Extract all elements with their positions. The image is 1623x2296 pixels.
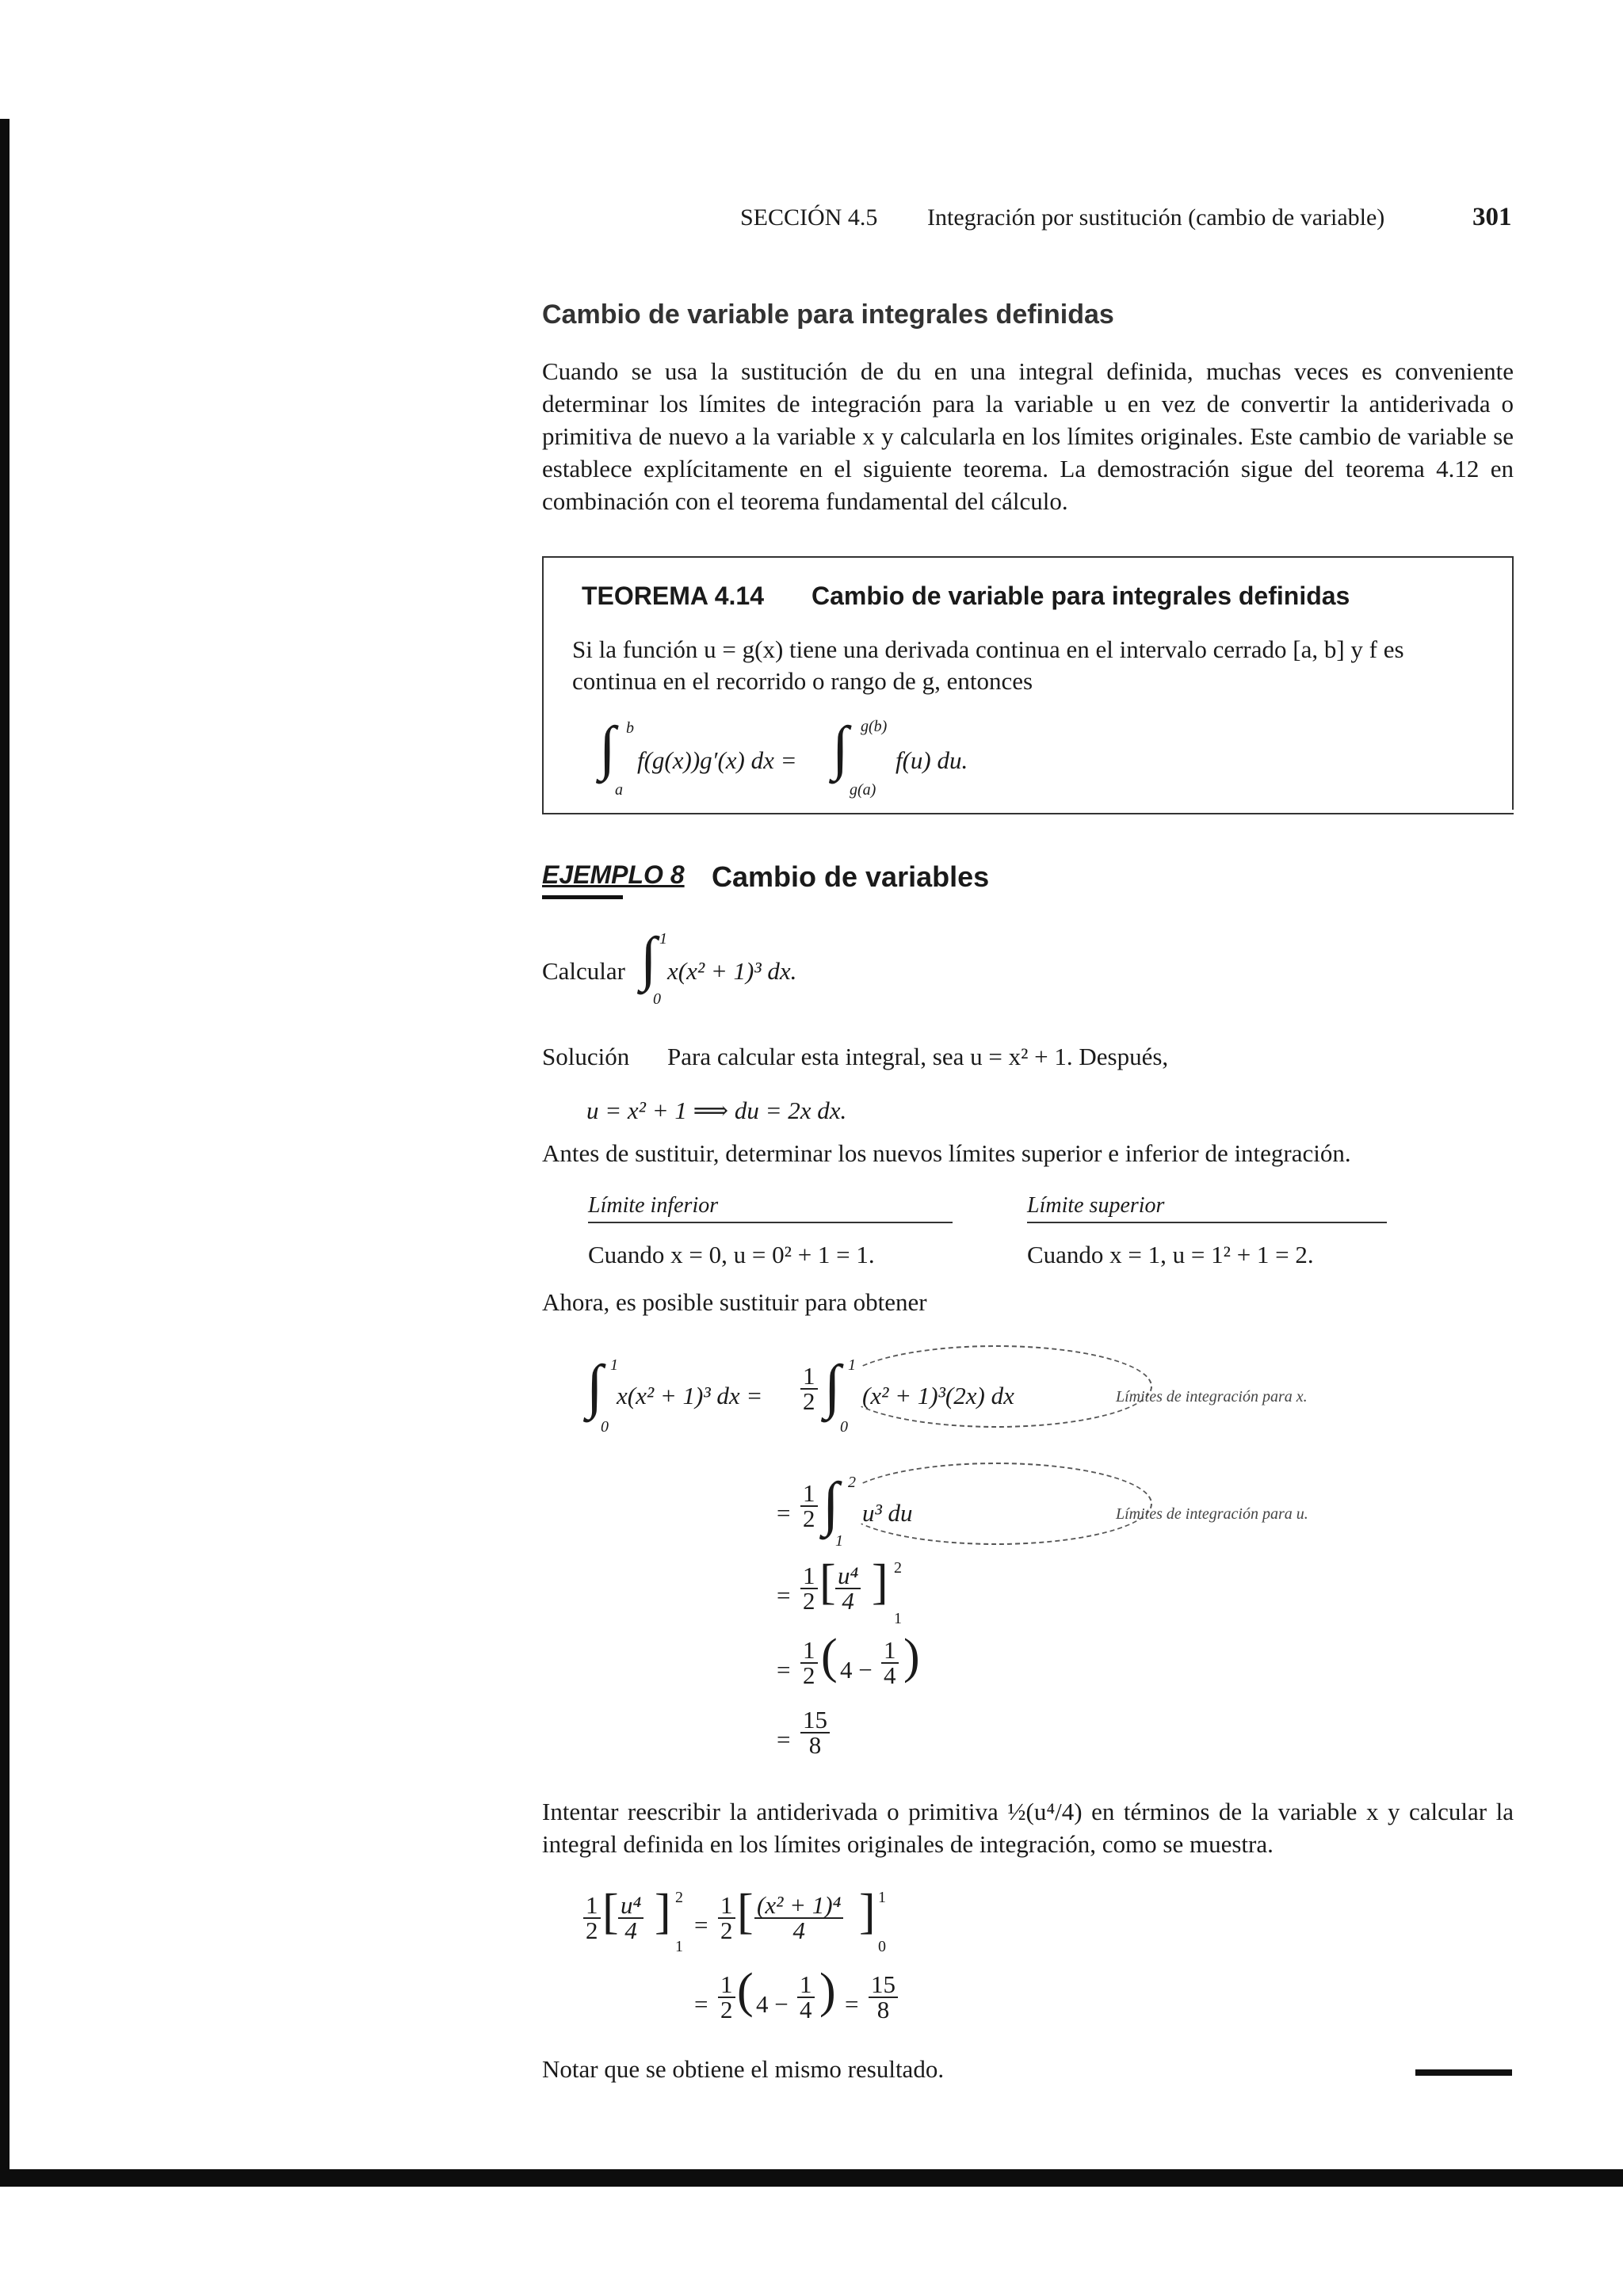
step2-lower: 1: [835, 1532, 843, 1550]
example-title: Cambio de variables: [712, 860, 990, 893]
substitution: u = x² + 1 ⟹ du = 2x dx.: [586, 1097, 847, 1124]
step2-half-den: 2: [803, 1505, 815, 1532]
step4-right-paren: ): [903, 1630, 920, 1684]
try-text: Intentar reescribir la antiderivada o primitiva ½(u⁴/4) en términos de la variable x y calcular la integral definida en los límites originales de integración, como se muestra.: [542, 1798, 1514, 1858]
final-note: Notar que se obtiene el mismo resultado.: [542, 2055, 945, 2083]
header-section: SECCIÓN 4.5: [740, 204, 878, 231]
solution-text: Para calcular esta integral, sea u = x² + 1. Después,: [667, 1043, 1169, 1070]
theorem-rhs-integral-sign: ∫: [832, 715, 849, 781]
lower-limit-rule: [588, 1222, 953, 1223]
alt-equals-1: =: [694, 1911, 708, 1939]
step3-upper: 2: [894, 1559, 902, 1577]
theorem-lhs-integral-sign: ∫: [599, 715, 616, 781]
alt2-result-den: 8: [876, 1996, 890, 2023]
step1-rhs-lower: 0: [840, 1418, 848, 1436]
step4-half-num: 1: [800, 1638, 818, 1664]
solution-label: Solución: [542, 1043, 630, 1070]
step1-lhs-upper: 1: [610, 1356, 618, 1374]
result-den: 8: [808, 1731, 822, 1759]
alt-rhs-den: 4: [792, 1917, 805, 1944]
before-text: Antes de sustituir, determinar los nuevos límites superior e inferior de integración.: [542, 1139, 1351, 1167]
prompt-word: Calcular: [542, 957, 626, 985]
lower-limit-value: Cuando x = 0, u = 0² + 1 = 1.: [588, 1241, 875, 1268]
alt-half-den: 2: [586, 1917, 598, 1944]
alt-half-1: [583, 1891, 601, 1944]
step3-equals: =: [777, 1581, 791, 1609]
theorem-lhs-integrand: f(g(x))g′(x) dx =: [637, 746, 797, 774]
step3-half-num: 1: [800, 1564, 818, 1589]
step3-num: u⁴: [835, 1564, 861, 1589]
prompt-integral-sign: ∫: [640, 925, 657, 992]
prompt-lower: 0: [653, 990, 661, 1008]
theorem-label: TEOREMA 4.14: [582, 582, 764, 610]
upper-limit-rule: [1027, 1222, 1387, 1223]
theorem-line-2: continua en el recorrido o rango de g, entonces: [572, 667, 1033, 695]
alt-half2-den: 2: [720, 1917, 733, 1944]
step4-frac: [881, 1638, 899, 1688]
lower-limit-heading: Límite inferior: [588, 1193, 719, 1218]
alt2-half-num: 1: [718, 1973, 735, 1998]
step3-half-den: 2: [803, 1587, 815, 1615]
step2-upper: 2: [848, 1474, 856, 1491]
alt-left-bracket-1: [: [602, 1885, 619, 1939]
alt-half-2: [718, 1891, 735, 1944]
result-num: 15: [800, 1708, 830, 1733]
alt-lhs-num: u⁴: [618, 1894, 643, 1919]
alt-right-bracket-2: ]: [859, 1885, 876, 1939]
alt-half2-num: 1: [718, 1894, 735, 1919]
step3-frac: [835, 1564, 861, 1613]
step4-a: 4 −: [840, 1656, 873, 1684]
theorem-line-1: Si la función u = g(x) tiene una derivada continua en el intervalo cerrado [a, b] y f es: [572, 635, 1404, 663]
alt-rhs-num: (x² + 1)⁴: [754, 1894, 843, 1919]
alt-rhs-lower: 0: [878, 1938, 886, 1955]
upper-limit-heading: Límite superior: [1027, 1193, 1165, 1218]
step1-half-den: 2: [803, 1387, 815, 1415]
alt-half-num: 1: [583, 1894, 601, 1919]
alt-left-bracket-2: [: [737, 1885, 754, 1939]
step2-half-num: 1: [800, 1482, 818, 1507]
step2-integrand: u³ du: [862, 1499, 913, 1527]
theorem-rhs-lower: g(a): [850, 781, 876, 799]
section-heading: Cambio de variable para integrales definidas: [542, 299, 1114, 330]
example-label: EJEMPLO 8: [542, 860, 685, 889]
limits-u-curve: [840, 1463, 1152, 1545]
step1-half-num: 1: [800, 1364, 818, 1390]
theorem-title: Cambio de variable para integrales definidas: [812, 582, 1350, 610]
step1-rhs-upper: 1: [848, 1356, 856, 1374]
example-label-rule: [542, 895, 623, 899]
step2-half: [800, 1479, 818, 1532]
alt-lhs-lower: 1: [675, 1938, 683, 1955]
step5-equals: =: [777, 1726, 791, 1753]
alt2-a: 4 −: [756, 1990, 789, 2018]
upper-limit-value: Cuando x = 1, u = 1² + 1 = 2.: [1027, 1241, 1314, 1268]
step3-left-bracket: [: [819, 1555, 836, 1609]
alt2-half-den: 2: [720, 1996, 733, 2023]
alt2-equals-1: =: [694, 1990, 708, 2018]
header-running-title: Integración por sustitución (cambio de variable): [927, 204, 1385, 231]
step4-equals: =: [777, 1656, 791, 1684]
step1-lhs-lower: 0: [601, 1418, 609, 1436]
step2-integral-sign: ∫: [823, 1470, 839, 1537]
alt-rhs-upper: 1: [878, 1889, 886, 1906]
step2-equals: =: [777, 1499, 791, 1527]
step4-half: [800, 1638, 818, 1688]
step4-half-den: 2: [803, 1661, 815, 1689]
alt2-frac: [797, 1970, 815, 2023]
theorem-lhs-upper: b: [626, 719, 634, 737]
step3-lower: 1: [894, 1610, 902, 1627]
alt2-frac-num: 1: [797, 1973, 815, 1998]
alt-right-bracket-1: ]: [655, 1885, 671, 1939]
step1-rhs-integral-sign: ∫: [824, 1353, 841, 1420]
step5-result: [800, 1708, 830, 1757]
step1-half: [800, 1364, 818, 1413]
step4-frac-den: 4: [884, 1661, 896, 1689]
theorem-lhs-lower: a: [615, 781, 623, 799]
step3-right-bracket: ]: [872, 1555, 888, 1609]
theorem-rhs-integrand: f(u) du.: [896, 746, 968, 774]
step4-left-paren: (: [821, 1630, 838, 1684]
step4-frac-num: 1: [881, 1638, 899, 1664]
step1-lhs-integral-sign: ∫: [586, 1353, 603, 1420]
alt2-right-paren: ): [819, 1964, 836, 2018]
scan-bottom-edge: [0, 2169, 1623, 2187]
step3-den: 4: [842, 1587, 854, 1615]
step1-rhs: (x² + 1)³(2x) dx: [862, 1382, 1014, 1409]
alt-lhs-frac: [618, 1891, 643, 1944]
limits-x-curve: [840, 1345, 1152, 1428]
alt2-equals-2: =: [845, 1990, 859, 2018]
step1-lhs: x(x² + 1)³ dx =: [617, 1382, 763, 1409]
prompt-upper: 1: [659, 930, 667, 948]
alt-lhs-den: 4: [624, 1917, 637, 1944]
alt2-half: [718, 1970, 735, 2023]
end-of-example-bar: [1415, 2069, 1512, 2076]
alt2-result: [869, 1970, 898, 2023]
theorem-rhs-upper: g(b): [861, 718, 888, 735]
note-limits-x: Límites de integración para x.: [1116, 1388, 1308, 1405]
now-text: Ahora, es posible sustituir para obtener: [542, 1288, 927, 1316]
alt2-result-num: 15: [869, 1973, 898, 1998]
alt-lhs-upper: 2: [675, 1889, 683, 1906]
alt-rhs-frac: [754, 1891, 843, 1944]
alt2-frac-den: 4: [800, 1996, 812, 2023]
scan-left-edge: [0, 119, 10, 2179]
prompt-integrand: x(x² + 1)³ dx.: [667, 957, 797, 985]
alt2-left-paren: (: [737, 1964, 754, 2018]
intro-paragraph: Cuando se usa la sustitución de du en una integral definida, muchas veces es conveniente determinar los límites de integración para la variable u en vez de convertir la antiderivada o primitiva de nuevo a la variable x y calcularla en los límites originales. Este cambio de variable se establece explícitamente en el siguiente teorema. La demostración sigue del teorema 4.12 en combinación con el teorema fundamental del cálculo.: [542, 357, 1514, 515]
note-limits-u: Límites de integración para u.: [1116, 1505, 1308, 1523]
page-number: 301: [1472, 203, 1512, 231]
step3-half: [800, 1564, 818, 1613]
